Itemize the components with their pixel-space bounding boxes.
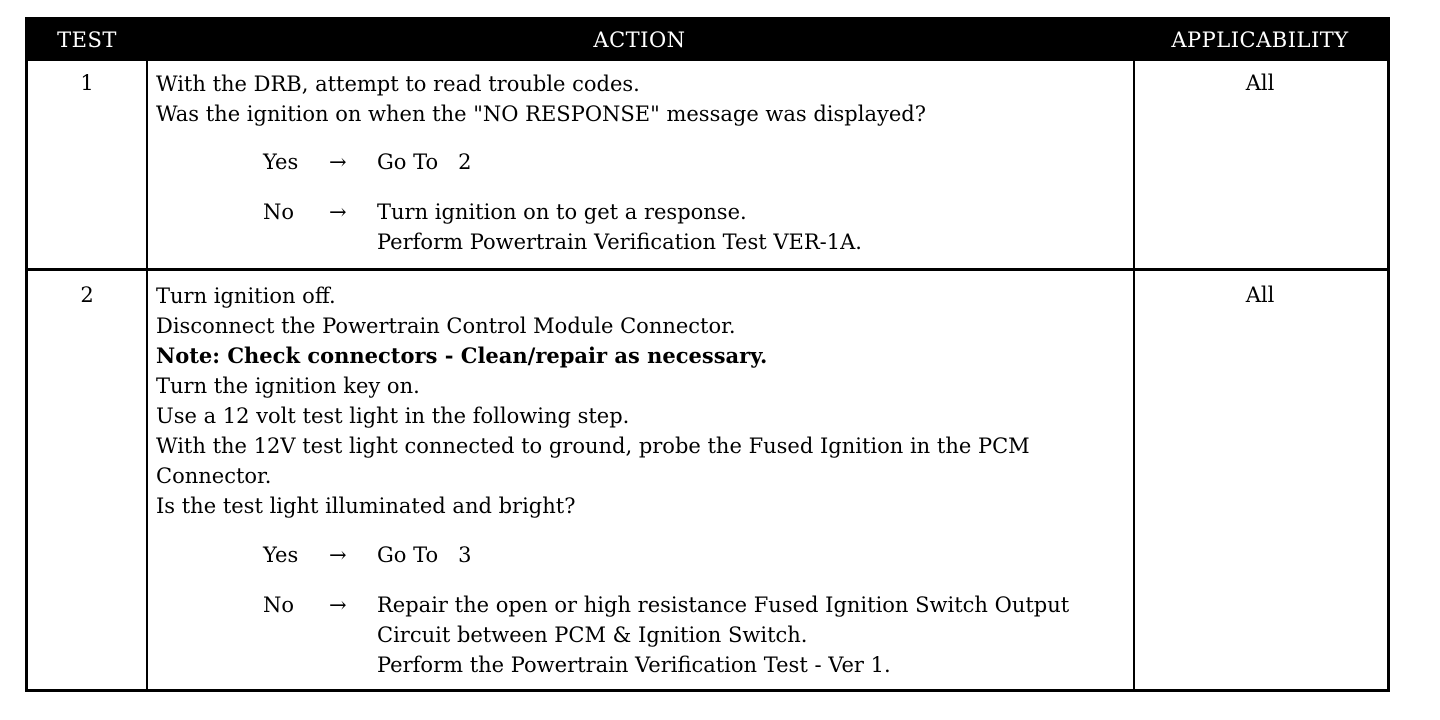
action-line: With the DRB, attempt to read trouble codes. — [156, 72, 640, 96]
header-action: ACTION — [593, 28, 686, 52]
no-result: Repair the open or high resistance Fused Ignition Switch Output — [377, 593, 1070, 617]
yes-branch — [156, 147, 1131, 177]
action-line: Use a 12 volt test light in the following step. — [156, 404, 630, 428]
action-cell-2 — [156, 281, 1131, 680]
column-divider — [1133, 61, 1135, 689]
action-line: Connector. — [156, 464, 272, 488]
action-line: Disconnect the Powertrain Control Module Connector. — [156, 314, 736, 338]
arrow-icon: → — [329, 543, 347, 567]
yes-result: Go To 3 — [377, 543, 472, 567]
header-applicability: APPLICABILITY — [1171, 28, 1349, 52]
arrow-icon: → — [329, 200, 347, 224]
header-test: TEST — [57, 28, 117, 52]
no-branch — [156, 590, 1131, 620]
no-result-continued: Perform Powertrain Verification Test VER-1A. — [377, 230, 862, 254]
no-result-continued: Circuit between PCM & Ignition Switch. — [377, 623, 808, 647]
yes-branch — [156, 540, 1131, 570]
note-line: Note: Check connectors - Clean/repair as necessary. — [156, 343, 768, 368]
diagnostic-table — [25, 17, 1390, 692]
table-header — [28, 20, 1387, 61]
yes-label: Yes — [263, 543, 299, 567]
no-result: Turn ignition on to get a response. — [377, 200, 747, 224]
no-label: No — [263, 200, 295, 224]
no-result-continued: Perform the Powertrain Verification Test - Ver 1. — [377, 653, 891, 677]
test-number-2: 2 — [80, 283, 94, 307]
applicability-1: All — [1245, 71, 1275, 95]
action-line: Turn the ignition key on. — [156, 374, 420, 398]
row-divider — [28, 268, 1387, 271]
applicability-2: All — [1245, 283, 1275, 307]
no-branch — [156, 197, 1131, 227]
arrow-icon: → — [329, 150, 347, 174]
arrow-icon: → — [329, 593, 347, 617]
action-cell-1 — [156, 69, 1131, 257]
action-line: Is the test light illuminated and bright? — [156, 494, 576, 518]
yes-result: Go To 2 — [377, 150, 472, 174]
action-line: Turn ignition off. — [156, 284, 336, 308]
test-number-1: 1 — [80, 71, 94, 95]
action-line: Was the ignition on when the "NO RESPONSE" message was displayed? — [156, 102, 926, 126]
yes-label: Yes — [263, 150, 299, 174]
column-divider — [146, 61, 148, 689]
action-line: With the 12V test light connected to ground, probe the Fused Ignition in the PCM — [156, 434, 1030, 458]
no-label: No — [263, 593, 295, 617]
